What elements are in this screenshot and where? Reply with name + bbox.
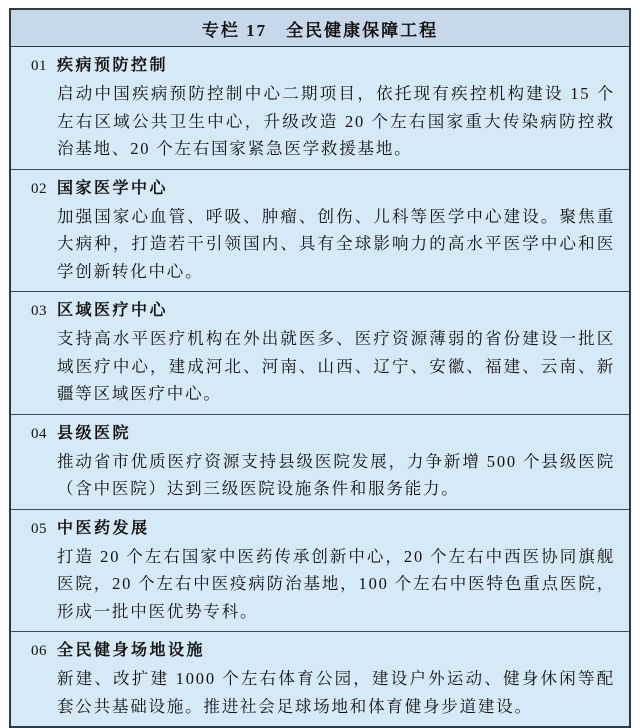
section-heading-row [31,52,615,80]
section-number: 02 [31,180,47,197]
panel-title-bar [11,10,629,47]
section-number: 06 [31,643,47,659]
section-heading-row [31,175,615,203]
section-title: 国家医学中心 [57,179,169,197]
panel-title: 专栏 17 全民健康保障工程 [201,20,439,40]
section-national-medical-centers [11,170,629,293]
section-body-text: 推动省市优质医疗资源支持县级医院发展，力争新增 500 个县级医院（含中医院）达到三级医院设施条件和服务能力。 [57,451,615,498]
section-heading-row [31,637,615,665]
section-fitness-facilities [11,632,629,726]
section-title: 全民健身场地设施 [57,642,206,659]
section-body-text: 打造 20 个左右国家中医药传承创新中心，20 个左右中西医协同旗舰医院，20 个左右中医疫病防治基地，100 个左右中医特色重点医院，形成一批中医优势专科。 [57,546,615,621]
section-title: 区域医疗中心 [57,302,169,319]
section-heading-row [31,420,615,448]
section-title: 疾病预防控制 [57,57,169,74]
section-number: 03 [31,303,47,319]
section-number: 04 [31,425,47,442]
section-heading-row [31,515,615,543]
section-title: 县级医院 [57,424,132,442]
section-disease-prevention [11,47,629,170]
section-body-text: 支持高水平医疗机构在外出就医多、医疗资源薄弱的省份建设一批区域医疗中心，建成河北、河南、山西、辽宁、安徽、福建、云南、新疆等区域医疗中心。 [57,329,615,403]
section-body-text: 新建、改扩建 1000 个左右体育公园，建设户外运动、健身休闲等配套公共基础设施。推进社会足球场地和体育健身步道建设。 [57,669,615,716]
section-body-text: 加强国家心血管、呼吸、肿瘤、创伤、儿科等医学中心建设。聚焦重大病种，打造若干引领国内、具有全球影响力的高水平医学中心和医学创新转化中心。 [57,206,615,281]
section-county-hospitals [11,415,629,510]
section-tcm-development [11,510,629,633]
section-heading-row [31,297,615,325]
section-body-text: 启动中国疾病预防控制中心二期项目，依托现有疾控机构建设 15 个左右区域公共卫生中心，升级改造 20 个左右国家重大传染病防控救治基地、20 个左右国家紧急医学救援基地。 [57,84,615,158]
health-program-panel [9,8,631,728]
section-regional-medical-centers [11,292,629,415]
section-number: 05 [31,520,47,537]
section-number: 01 [31,58,47,74]
section-title: 中医药发展 [57,519,150,537]
